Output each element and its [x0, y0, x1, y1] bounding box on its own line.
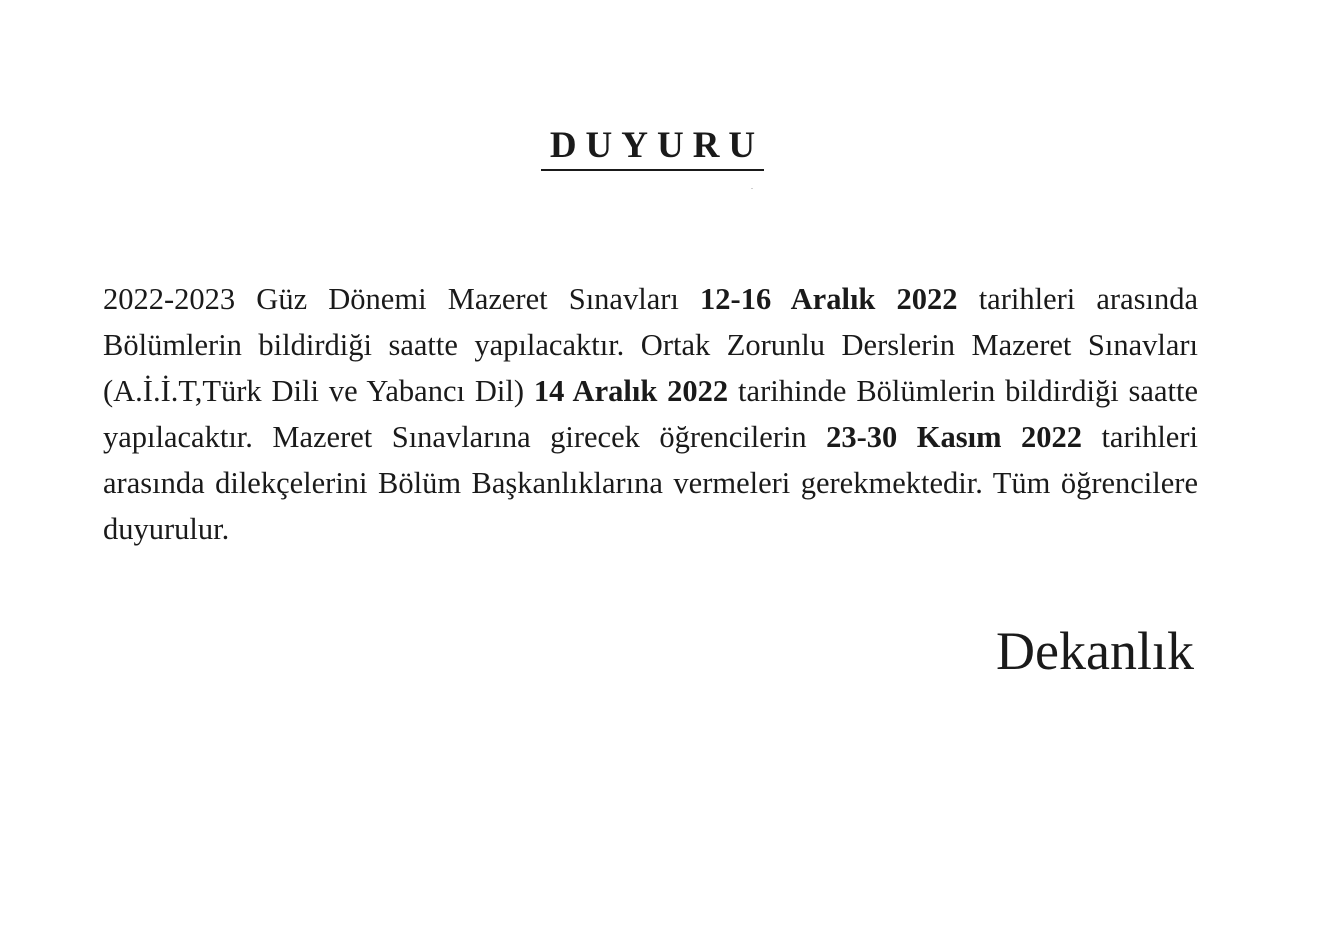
body-segment: 2022-2023 Güz Dönemi Mazeret Sınavları	[103, 281, 701, 316]
body-segment-bold-date: 12-16 Aralık 2022	[700, 281, 958, 316]
body-segment-bold-date: 14 Aralık 2022	[533, 373, 729, 408]
body-segment: tarihleri arasında dilekçelerini Bölüm Başkanlıklarına vermeleri gerekmektedir. Tüm öğrencilere duyurulur.	[103, 419, 1198, 546]
announcement-title: DUYURU	[541, 124, 764, 171]
announcement-body	[103, 276, 1198, 552]
scan-speck	[751, 188, 753, 189]
body-segment-bold-date: 23-30 Kasım 2022	[826, 419, 1082, 454]
body-segment: tarihleri arasında Bölümlerin bildirdiği saatte yapılacaktır. Ortak Zorunlu Derslerin Mazeret Sınavları (A.İ.İ.T,Türk Dili ve Yabancı Dil)	[103, 281, 1199, 408]
announcement-title-block	[0, 124, 1305, 171]
signature-dekanlik: Dekanlık	[996, 621, 1194, 681]
body-segment: tarihinde Bölümlerin bildirdiği saatte yapılacaktır. Mazeret Sınavlarına girecek öğrencilerin	[103, 373, 1198, 454]
